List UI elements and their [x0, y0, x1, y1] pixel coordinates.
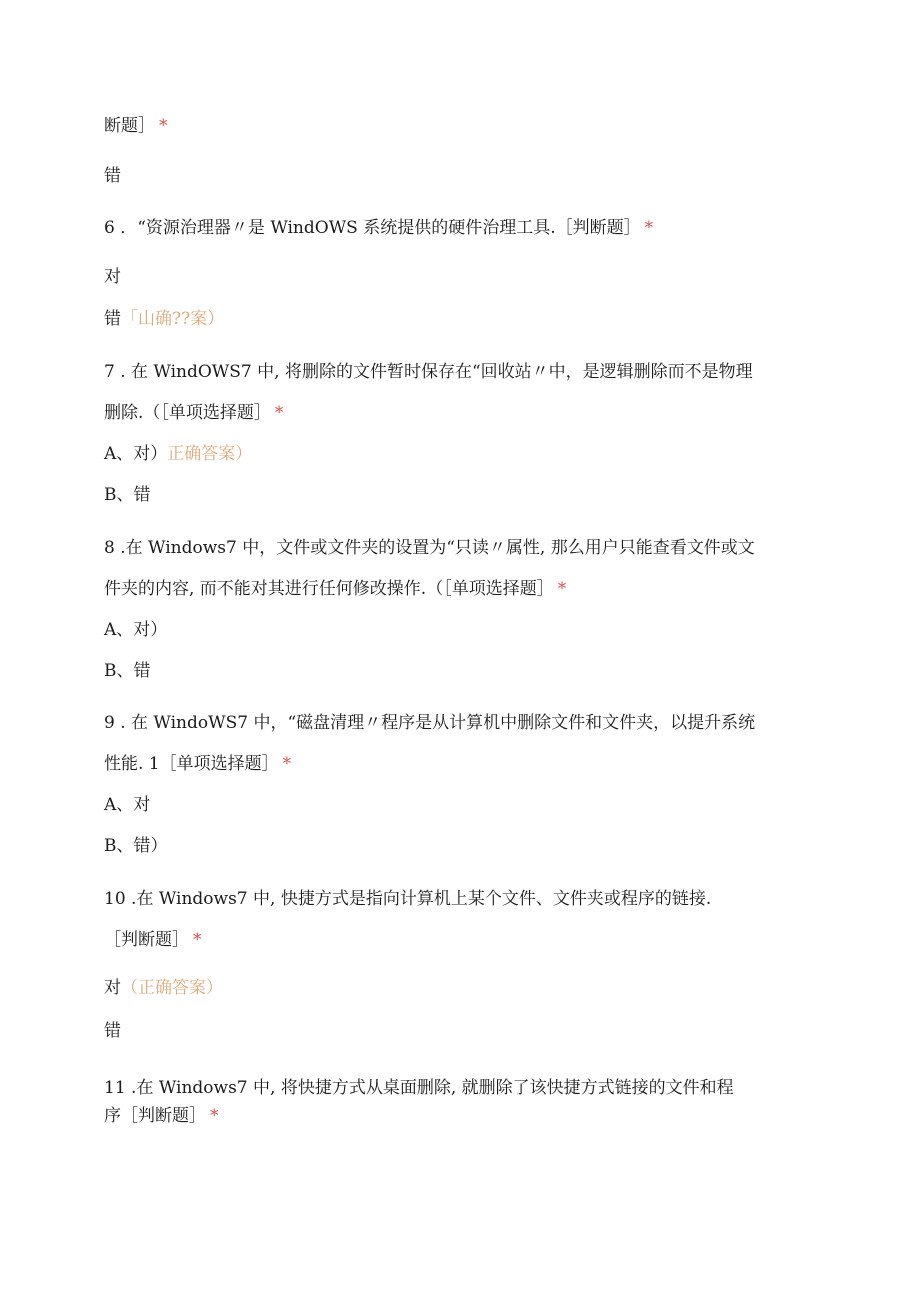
required-star-icon: *	[557, 579, 567, 599]
required-star-icon: *	[282, 754, 292, 774]
q9-option-a: A、对	[104, 795, 151, 815]
q11-text-line2: 序［判断题］ *	[104, 1106, 219, 1126]
q9-text-line1: 9 . 在 WindoWS7 中，“磁盘清理〃程序是从计算机中删除文件和文件夹，以提升系统	[104, 713, 756, 733]
correct-answer-label: 「山确??案）	[121, 309, 225, 329]
q9-option-b: B、错）	[104, 836, 168, 856]
required-star-icon: *	[210, 1106, 219, 1126]
correct-answer-label: 正确答案）	[167, 444, 253, 464]
q8-option-a: A、对）	[104, 620, 168, 640]
q6-text: 6 ．“资源治理器〃是 WindOWS 系统提供的硬件治理工具.［判断题］ *	[104, 218, 654, 238]
q10-text-line1: 10 .在 Windows7 中, 快捷方式是指向计算机上某个文件、文件夹或程序的链接.	[104, 889, 712, 909]
q6-option-right: 对	[104, 267, 121, 287]
correct-answer-label: （正确答案）	[121, 978, 223, 998]
q7-option-a: A、对）正确答案）	[104, 444, 253, 464]
q11-text-line1: 11 .在 Windows7 中, 将快捷方式从桌面删除, 就删除了该快捷方式链接的文件和程	[104, 1078, 734, 1098]
q10-text-line2: ［判断题］ *	[104, 930, 202, 950]
q8-option-b: B、错	[104, 661, 151, 681]
q7-text-line1: 7 . 在 WindOWS7 中, 将删除的文件暂时保存在“回收站〃中，是逻辑删除而不是物理	[104, 362, 753, 382]
q8-text-line1: 8 .在 Windows7 中，文件或文件夹的设置为“只读〃属性, 那么用户只能查看文件或文	[104, 538, 755, 558]
q8-text-line2: 件夹的内容, 而不能对其进行任何修改操作.（［单项选择题］ *	[104, 579, 567, 599]
required-star-icon: *	[644, 218, 654, 238]
q7-text-line2: 删除.（［单项选择题］ *	[104, 403, 284, 423]
q7-option-b: B、错	[104, 485, 151, 505]
q10-option-right: 对（正确答案）	[104, 978, 223, 998]
q5-tail: 断题］ *	[104, 116, 168, 136]
required-star-icon: *	[193, 930, 202, 950]
required-star-icon: *	[159, 116, 168, 136]
q10-option-wrong: 错	[104, 1021, 121, 1041]
q9-text-line2: 性能. 1［单项选择题］ *	[104, 754, 292, 774]
q6-option-wrong: 错「山确??案）	[104, 309, 225, 329]
q5-option-wrong: 错	[104, 166, 121, 186]
required-star-icon: *	[274, 403, 284, 423]
